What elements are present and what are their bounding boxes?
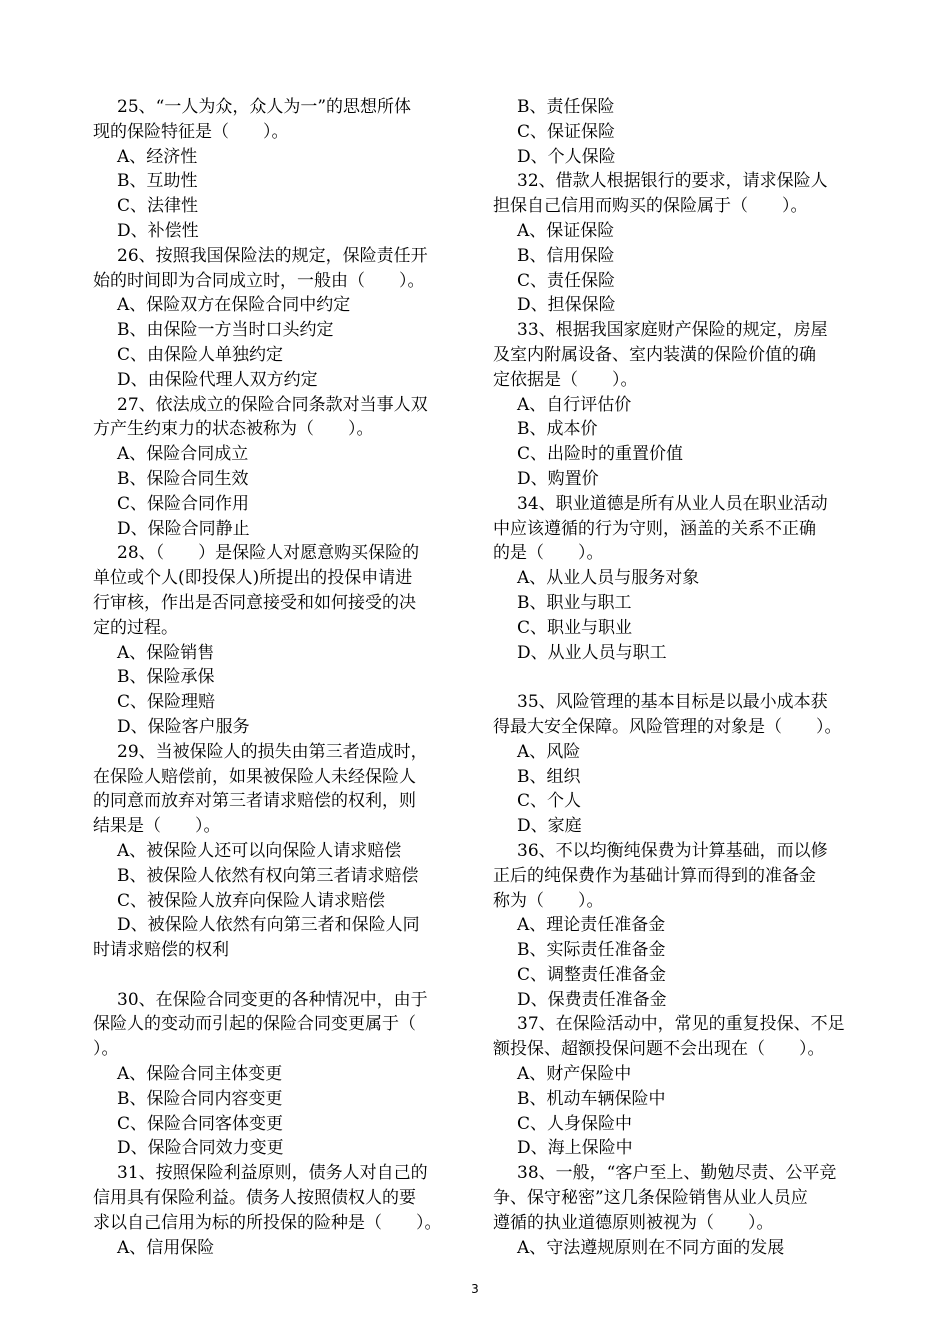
question-text-line: 信用具有保险利益。债务人按照债权人的要	[93, 1188, 416, 1209]
question-text-line: 正后的纯保费作为基础计算而得到的准备金	[493, 865, 816, 886]
answer-option: B、信用保险	[517, 245, 615, 266]
question-35	[493, 690, 893, 839]
spacer	[93, 963, 471, 988]
question-text-line: 担保自己信用而购买的保险属于（ ）。	[493, 196, 808, 217]
answer-option: D、补偿性	[117, 220, 199, 241]
question-text-line: 37、在保险活动中，常见的重复投保、不足	[517, 1014, 845, 1035]
question-36	[493, 839, 893, 1013]
question-text-line: 求以自己信用为标的所投保的险种是（ ）。	[93, 1212, 442, 1233]
answer-option: A、经济性	[117, 146, 198, 167]
answer-option: C、职业与职业	[517, 617, 633, 638]
question-text-line: 30、在保险合同变更的各种情况中，由于	[117, 989, 428, 1010]
answer-option: A、理论责任准备金	[517, 915, 666, 936]
page-number: 3	[471, 1282, 479, 1296]
answer-option: A、保险销售	[117, 642, 215, 663]
answer-option: D、保险客户服务	[117, 716, 250, 737]
question-text-line: 38、一般，“客户至上、勤勉尽责、公平竞	[517, 1163, 837, 1184]
answer-option: D、保险合同静止	[117, 518, 250, 539]
right-column	[493, 95, 893, 1260]
answer-option: D、海上保险中	[517, 1138, 633, 1159]
question-text-line: 单位或个人(即投保人)所提出的投保申请进	[93, 568, 413, 589]
question-text-line: 的同意而放弃对第三者请求赔偿的权利，则	[93, 791, 416, 812]
answer-option: B、互助性	[117, 171, 198, 192]
question-text-line: 额投保、超额投保问题不会出现在（ ）。	[493, 1039, 825, 1060]
answer-option: D、保险合同效力变更	[117, 1138, 284, 1159]
question-25	[93, 95, 471, 244]
question-37	[493, 1012, 893, 1161]
question-text-line: 31、按照保险利益原则，债务人对自己的	[117, 1163, 428, 1184]
answer-option: D、购置价	[517, 468, 599, 489]
question-text-line: 27、依法成立的保险合同条款对当事人双	[117, 394, 428, 415]
question-text-line: 始的时间即为合同成立时，一般由（ ）。	[93, 270, 425, 291]
answer-option: D、家庭	[517, 816, 582, 837]
answer-option: C、保险合同作用	[117, 493, 250, 514]
answer-option: B、由保险一方当时口头约定	[117, 320, 334, 341]
answer-option: B、被保险人依然有权向第三者请求赔偿	[117, 865, 419, 886]
question-30	[93, 988, 471, 1162]
answer-option: A、保险双方在保险合同中约定	[117, 295, 351, 316]
question-text-line: 36、不以均衡纯保费为计算基础，而以修	[517, 840, 828, 861]
answer-option: C、调整责任准备金	[517, 964, 667, 985]
answer-option: C、出险时的重置价值	[517, 444, 684, 465]
answer-option: B、保险合同内容变更	[117, 1088, 283, 1109]
answer-option: A、保证保险	[517, 220, 615, 241]
answer-option: A、从业人员与服务对象	[517, 568, 700, 589]
answer-option: B、责任保险	[517, 97, 615, 117]
answer-option: B、机动车辆保险中	[517, 1088, 666, 1109]
answer-option: D、由保险代理人双方约定	[117, 369, 318, 390]
question-32	[493, 169, 893, 318]
answer-option: C、法律性	[117, 196, 199, 217]
question-31	[93, 1161, 471, 1260]
left-column	[93, 95, 471, 1260]
question-text-line: 方产生约束力的状态被称为（ ）。	[93, 419, 374, 440]
question-text-line: 遵循的执业道德原则被视为（ ）。	[493, 1212, 774, 1233]
question-text-line: 的是（ ）。	[493, 543, 604, 564]
answer-option: B、成本价	[517, 419, 598, 440]
answer-option: C、保证保险	[517, 121, 616, 142]
question-text-line: 定依据是（ ）。	[493, 369, 638, 390]
question-text-line: 在保险人赔偿前，如果被保险人未经保险人	[93, 766, 416, 787]
question-text-line: 中应该遵循的行为守则，涵盖的关系不正确	[493, 518, 816, 539]
question-33	[493, 318, 893, 492]
answer-option: C、人身保险中	[517, 1113, 633, 1134]
answer-option: D、担保保险	[517, 295, 616, 316]
question-31-cont	[493, 95, 893, 169]
spacer	[493, 665, 893, 690]
answer-option: A、信用保险	[117, 1237, 215, 1258]
answer-option: A、风险	[517, 741, 581, 762]
question-text-line: 争、保守秘密”这几条保险销售从业人员应	[493, 1188, 808, 1209]
question-text-line: 35、风险管理的基本目标是以最小成本获	[517, 692, 828, 713]
answer-option: B、实际责任准备金	[517, 940, 666, 961]
answer-option: D、个人保险	[517, 146, 616, 167]
question-text-line: 34、职业道德是所有从业人员在职业活动	[517, 493, 828, 514]
answer-option: D、保费责任准备金	[517, 989, 667, 1010]
question-text-line: 得最大安全保障。风险管理的对象是（ ）。	[493, 716, 842, 737]
question-text-line: 26、按照我国保险法的规定，保险责任开	[117, 245, 428, 266]
answer-option: 时请求赔偿的权利	[93, 940, 229, 961]
answer-option: C、保险合同客体变更	[117, 1113, 284, 1134]
answer-option: C、保险理赔	[117, 692, 216, 713]
question-28	[93, 541, 471, 739]
question-text-line: 33、根据我国家庭财产保险的规定，房屋	[517, 320, 828, 341]
answer-option: A、保险合同成立	[117, 444, 249, 465]
answer-option: A、被保险人还可以向保险人请求赔偿	[117, 840, 402, 861]
question-text-line: 现的保险特征是（ ）。	[93, 121, 289, 142]
answer-option: D、被保险人依然有向第三者和保险人同	[117, 915, 420, 936]
question-text-line: 保险人的变动而引起的保险合同变更属于（	[93, 1014, 416, 1035]
question-text-line: 25、“一人为众，众人为一”的思想所体	[117, 97, 412, 117]
answer-option: A、保险合同主体变更	[117, 1064, 283, 1085]
question-26	[93, 244, 471, 393]
question-text-line: 28、（ ）是保险人对愿意购买保险的	[117, 543, 420, 564]
question-38	[493, 1161, 893, 1260]
question-text-line: 32、借款人根据银行的要求，请求保险人	[517, 171, 828, 192]
answer-option: A、财产保险中	[517, 1064, 632, 1085]
answer-option: B、保险合同生效	[117, 468, 249, 489]
answer-option: B、职业与职工	[517, 592, 632, 613]
answer-option: A、守法遵规原则在不同方面的发展	[517, 1237, 785, 1258]
answer-option: C、由保险人单独约定	[117, 344, 284, 365]
answer-option: C、责任保险	[517, 270, 616, 291]
question-text-line: 及室内附属设备、室内装潢的保险价值的确	[493, 344, 816, 365]
question-text-line: 定的过程。	[93, 617, 178, 638]
question-29	[93, 740, 471, 963]
answer-option: B、保险承保	[117, 667, 215, 688]
question-34	[493, 492, 893, 666]
answer-option: C、被保险人放弃向保险人请求赔偿	[117, 890, 386, 911]
question-text-line: 称为（ ）。	[493, 890, 604, 911]
answer-option: A、自行评估价	[517, 394, 632, 415]
question-text-line: 29、当被保险人的损失由第三者造成时，	[117, 741, 428, 762]
answer-option: B、组织	[517, 766, 581, 787]
question-text-line: 结果是（ ）。	[93, 816, 221, 837]
question-text-line: ）。	[93, 1039, 119, 1060]
question-27	[93, 393, 471, 542]
question-text-line: 行审核，作出是否同意接受和如何接受的决	[93, 592, 416, 613]
answer-option: D、从业人员与职工	[517, 642, 667, 663]
answer-option: C、个人	[517, 791, 582, 812]
